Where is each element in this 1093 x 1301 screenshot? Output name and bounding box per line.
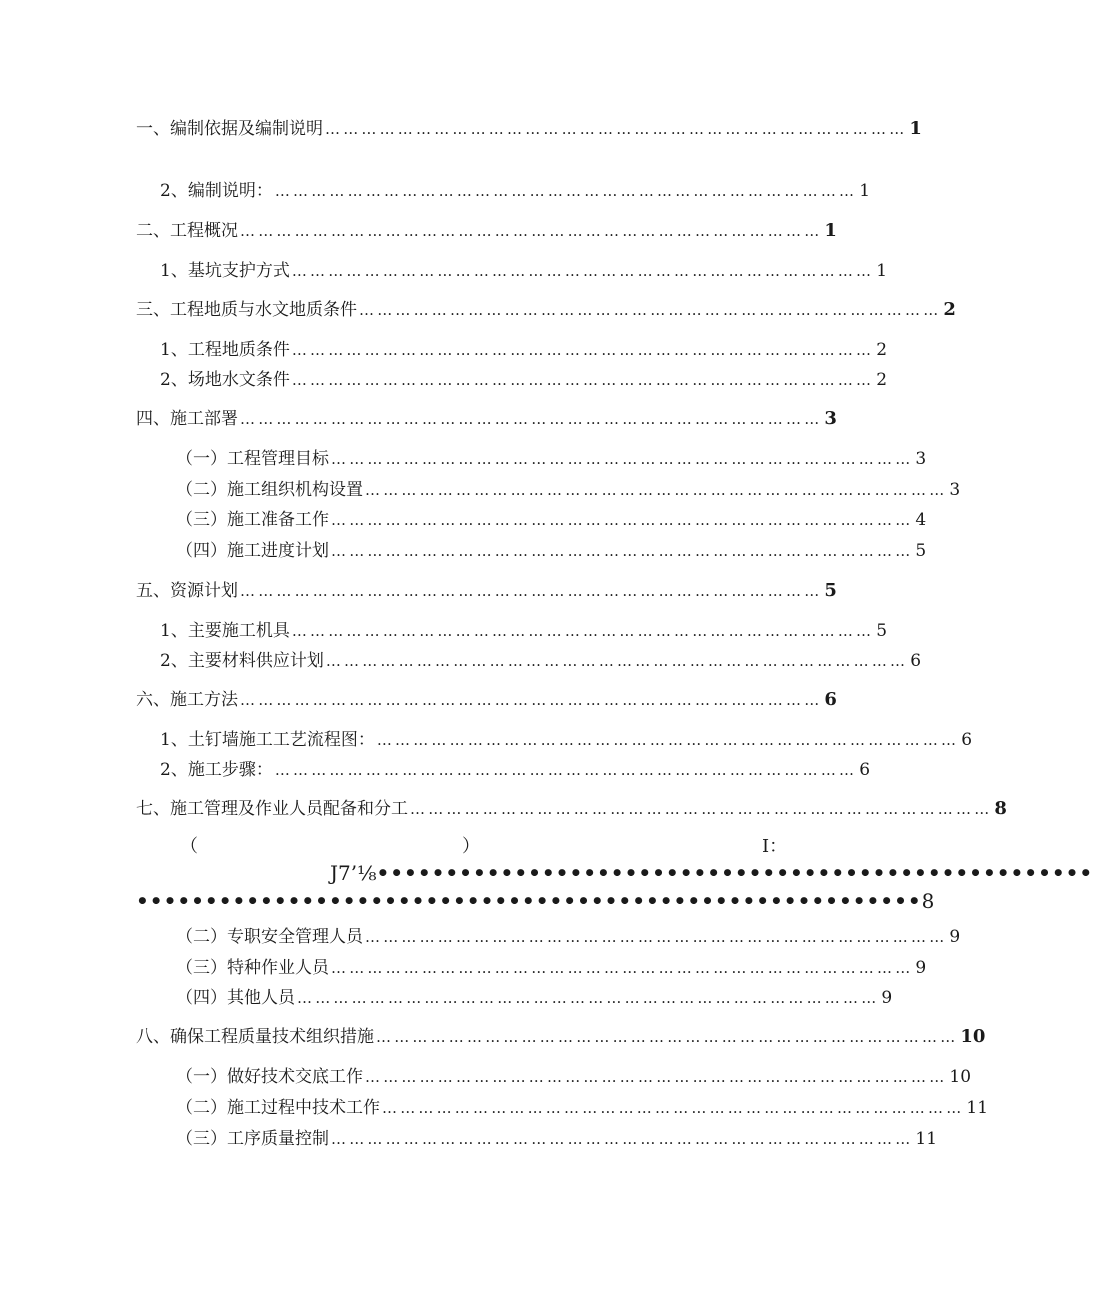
toc-leader-dots: ……………………………………………………………………………………: [240, 691, 823, 709]
toc-entry-page: 2: [876, 370, 888, 390]
toc-entry-page: 8: [994, 798, 1007, 819]
toc-entry-title: 八、确保工程质量技术组织措施: [136, 1027, 374, 1047]
toc-entry[interactable]: [136, 1022, 986, 1048]
garbled-entry-line: [330, 860, 1093, 886]
toc-leader-dots: ••••••••••••••••••••••••••••••••••••••••••••••••••••: [376, 861, 1093, 885]
toc-entry-page: 5: [824, 580, 837, 601]
toc-entry-page: 11: [966, 1098, 989, 1118]
toc-leader-dots: ……………………………………………………………………………………: [291, 341, 875, 359]
toc-entry-title: （一）工程管理目标: [176, 449, 329, 469]
toc-entry-title: 1、工程地质条件: [160, 340, 290, 360]
garbled-right-mark: I：: [762, 836, 788, 857]
toc-leader-dots: ……………………………………………………………………………………: [274, 761, 858, 779]
garbled-close-paren: ）: [462, 836, 480, 857]
toc-leader-dots: ……………………………………………………………………………………: [365, 928, 948, 946]
toc-leader-dots: ……………………………………………………………………………………: [331, 1130, 914, 1148]
toc-entry[interactable]: [176, 475, 961, 501]
toc-leader-dots: ……………………………………………………………………………………: [291, 622, 875, 640]
toc-leader-dots: ……………………………………………………………………………………: [325, 120, 908, 138]
toc-leader-dots: ……………………………………………………………………………………: [365, 1068, 948, 1086]
toc-entry-page: 5: [915, 541, 927, 561]
toc-entry-page: 5: [876, 621, 888, 641]
toc-entry-page: 1: [876, 261, 888, 281]
toc-entry-page: 4: [915, 510, 927, 530]
toc-entry[interactable]: [136, 404, 837, 430]
toc-entry-title: （四）施工进度计划: [176, 541, 329, 561]
toc-leader-dots: ……………………………………………………………………………………: [382, 1099, 965, 1117]
toc-entry[interactable]: [176, 444, 927, 470]
toc-entry-page: 9: [949, 927, 961, 947]
toc-entry-page: 2: [943, 299, 956, 320]
toc-entry-page: 6: [859, 760, 871, 780]
toc-entry[interactable]: [136, 685, 837, 711]
toc-entry-title: 一、编制依据及编制说明: [136, 119, 323, 139]
toc-entry-page: 6: [824, 689, 837, 710]
toc-leader-dots: ……………………………………………………………………………………: [359, 301, 942, 319]
toc-entry-title: 2、场地水文条件: [160, 370, 290, 390]
toc-entry-title: 1、基坑支护方式: [160, 261, 290, 281]
toc-leader-dots: ……………………………………………………………………………………: [331, 511, 914, 529]
toc-entry-page: 10: [960, 1026, 986, 1047]
garbled-entry-line: [136, 832, 788, 857]
toc-leader-dots: ……………………………………………………………………………………: [365, 481, 948, 499]
toc-entry-title: 七、施工管理及作业人员配备和分工: [136, 799, 408, 819]
toc-entry-title: 六、施工方法: [136, 690, 238, 710]
toc-entry[interactable]: [136, 794, 1007, 820]
toc-leader-dots: ……………………………………………………………………………………: [274, 182, 858, 200]
toc-entry-title: （二）施工过程中技术工作: [176, 1098, 380, 1118]
toc-leader-dots: ……………………………………………………………………………………: [376, 1028, 959, 1046]
toc-entry-title: （三）工序质量控制: [176, 1129, 329, 1149]
toc-entry-title: 1、主要施工机具: [160, 621, 290, 641]
toc-entry-title: 1、土钉墙施工工艺流程图：: [160, 730, 375, 750]
toc-entry-page: 9: [881, 988, 893, 1008]
toc-entry-title: （二）施工组织机构设置: [176, 480, 363, 500]
toc-entry-page: 9: [915, 958, 927, 978]
toc-entry[interactable]: [160, 616, 888, 642]
toc-entry[interactable]: [176, 922, 961, 948]
toc-entry-title: （二）专职安全管理人员: [176, 927, 363, 947]
toc-entry-title: 2、施工步骤：: [160, 760, 273, 780]
garbled-open-paren: （: [180, 836, 198, 857]
toc-leader-dots: ……………………………………………………………………………………: [291, 371, 875, 389]
toc-entry-page: 3: [824, 408, 837, 429]
toc-entry-title: 二、工程概况: [136, 221, 238, 241]
toc-leader-dots: ……………………………………………………………………………………: [240, 582, 823, 600]
toc-entry[interactable]: [136, 216, 837, 242]
toc-entry[interactable]: [176, 505, 927, 531]
toc-entry-title: 四、施工部署: [136, 409, 238, 429]
toc-leader-dots: ……………………………………………………………………………………: [376, 731, 960, 749]
toc-leader-dots: ……………………………………………………………………………………: [297, 989, 880, 1007]
toc-entry-title: （三）施工准备工作: [176, 510, 329, 530]
toc-leader-dots: ……………………………………………………………………………………: [291, 262, 875, 280]
toc-leader-dots: ……………………………………………………………………………………: [240, 410, 823, 428]
toc-entry[interactable]: [160, 176, 871, 202]
toc-entry[interactable]: [136, 295, 956, 321]
toc-leader-dots: ……………………………………………………………………………………: [325, 652, 909, 670]
toc-entry[interactable]: [160, 335, 888, 361]
toc-entry-title: 三、工程地质与水文地质条件: [136, 300, 357, 320]
toc-leader-dots: ……………………………………………………………………………………: [240, 222, 823, 240]
toc-entry-title: 五、资源计划: [136, 581, 238, 601]
toc-entry-title: （四）其他人员: [176, 988, 295, 1008]
toc-entry[interactable]: [176, 983, 893, 1009]
toc-entry[interactable]: [160, 365, 888, 391]
toc-entry-page: 3: [949, 480, 961, 500]
toc-entry[interactable]: [176, 953, 927, 979]
toc-entry-page: 1: [859, 181, 871, 201]
toc-entry[interactable]: [176, 1062, 972, 1088]
toc-entry[interactable]: [136, 114, 922, 140]
toc-leader-dots: •••••••••••••••••••••••••••••••••••••••••••••••••••••••••: [136, 889, 922, 913]
toc-entry-page: 3: [915, 449, 927, 469]
toc-entry[interactable]: [176, 1093, 989, 1119]
garbled-code: J7’⅛: [330, 861, 377, 885]
toc-entry-page: 6: [910, 651, 922, 671]
toc-entry[interactable]: [160, 646, 922, 672]
toc-entry-title: （一）做好技术交底工作: [176, 1067, 363, 1087]
toc-entry-title: （三）特种作业人员: [176, 958, 329, 978]
toc-entry-page: 1: [909, 118, 922, 139]
toc-entry-page: 8: [921, 889, 935, 913]
toc-entry-title: 2、主要材料供应计划: [160, 651, 324, 671]
toc-entry[interactable]: [176, 1124, 938, 1150]
toc-entry[interactable]: [176, 536, 927, 562]
toc-leader-dots: ……………………………………………………………………………………: [331, 542, 914, 560]
toc-leader-dots: ……………………………………………………………………………………: [410, 800, 993, 818]
toc-entry-page: 2: [876, 340, 888, 360]
toc-entry-page: 1: [824, 220, 837, 241]
toc-entry-page: 6: [961, 730, 973, 750]
toc-entry[interactable]: [160, 755, 871, 781]
toc-entry[interactable]: [160, 725, 973, 751]
toc-leader-dots: ……………………………………………………………………………………: [331, 959, 914, 977]
toc-entry-title: 2、编制说明：: [160, 181, 273, 201]
toc-entry-page: 10: [949, 1067, 972, 1087]
toc-entry-page: 11: [915, 1129, 938, 1149]
toc-leader-dots: ……………………………………………………………………………………: [331, 450, 914, 468]
garbled-entry-line: [136, 888, 935, 914]
toc-entry[interactable]: [136, 576, 837, 602]
toc-entry[interactable]: [160, 256, 888, 282]
